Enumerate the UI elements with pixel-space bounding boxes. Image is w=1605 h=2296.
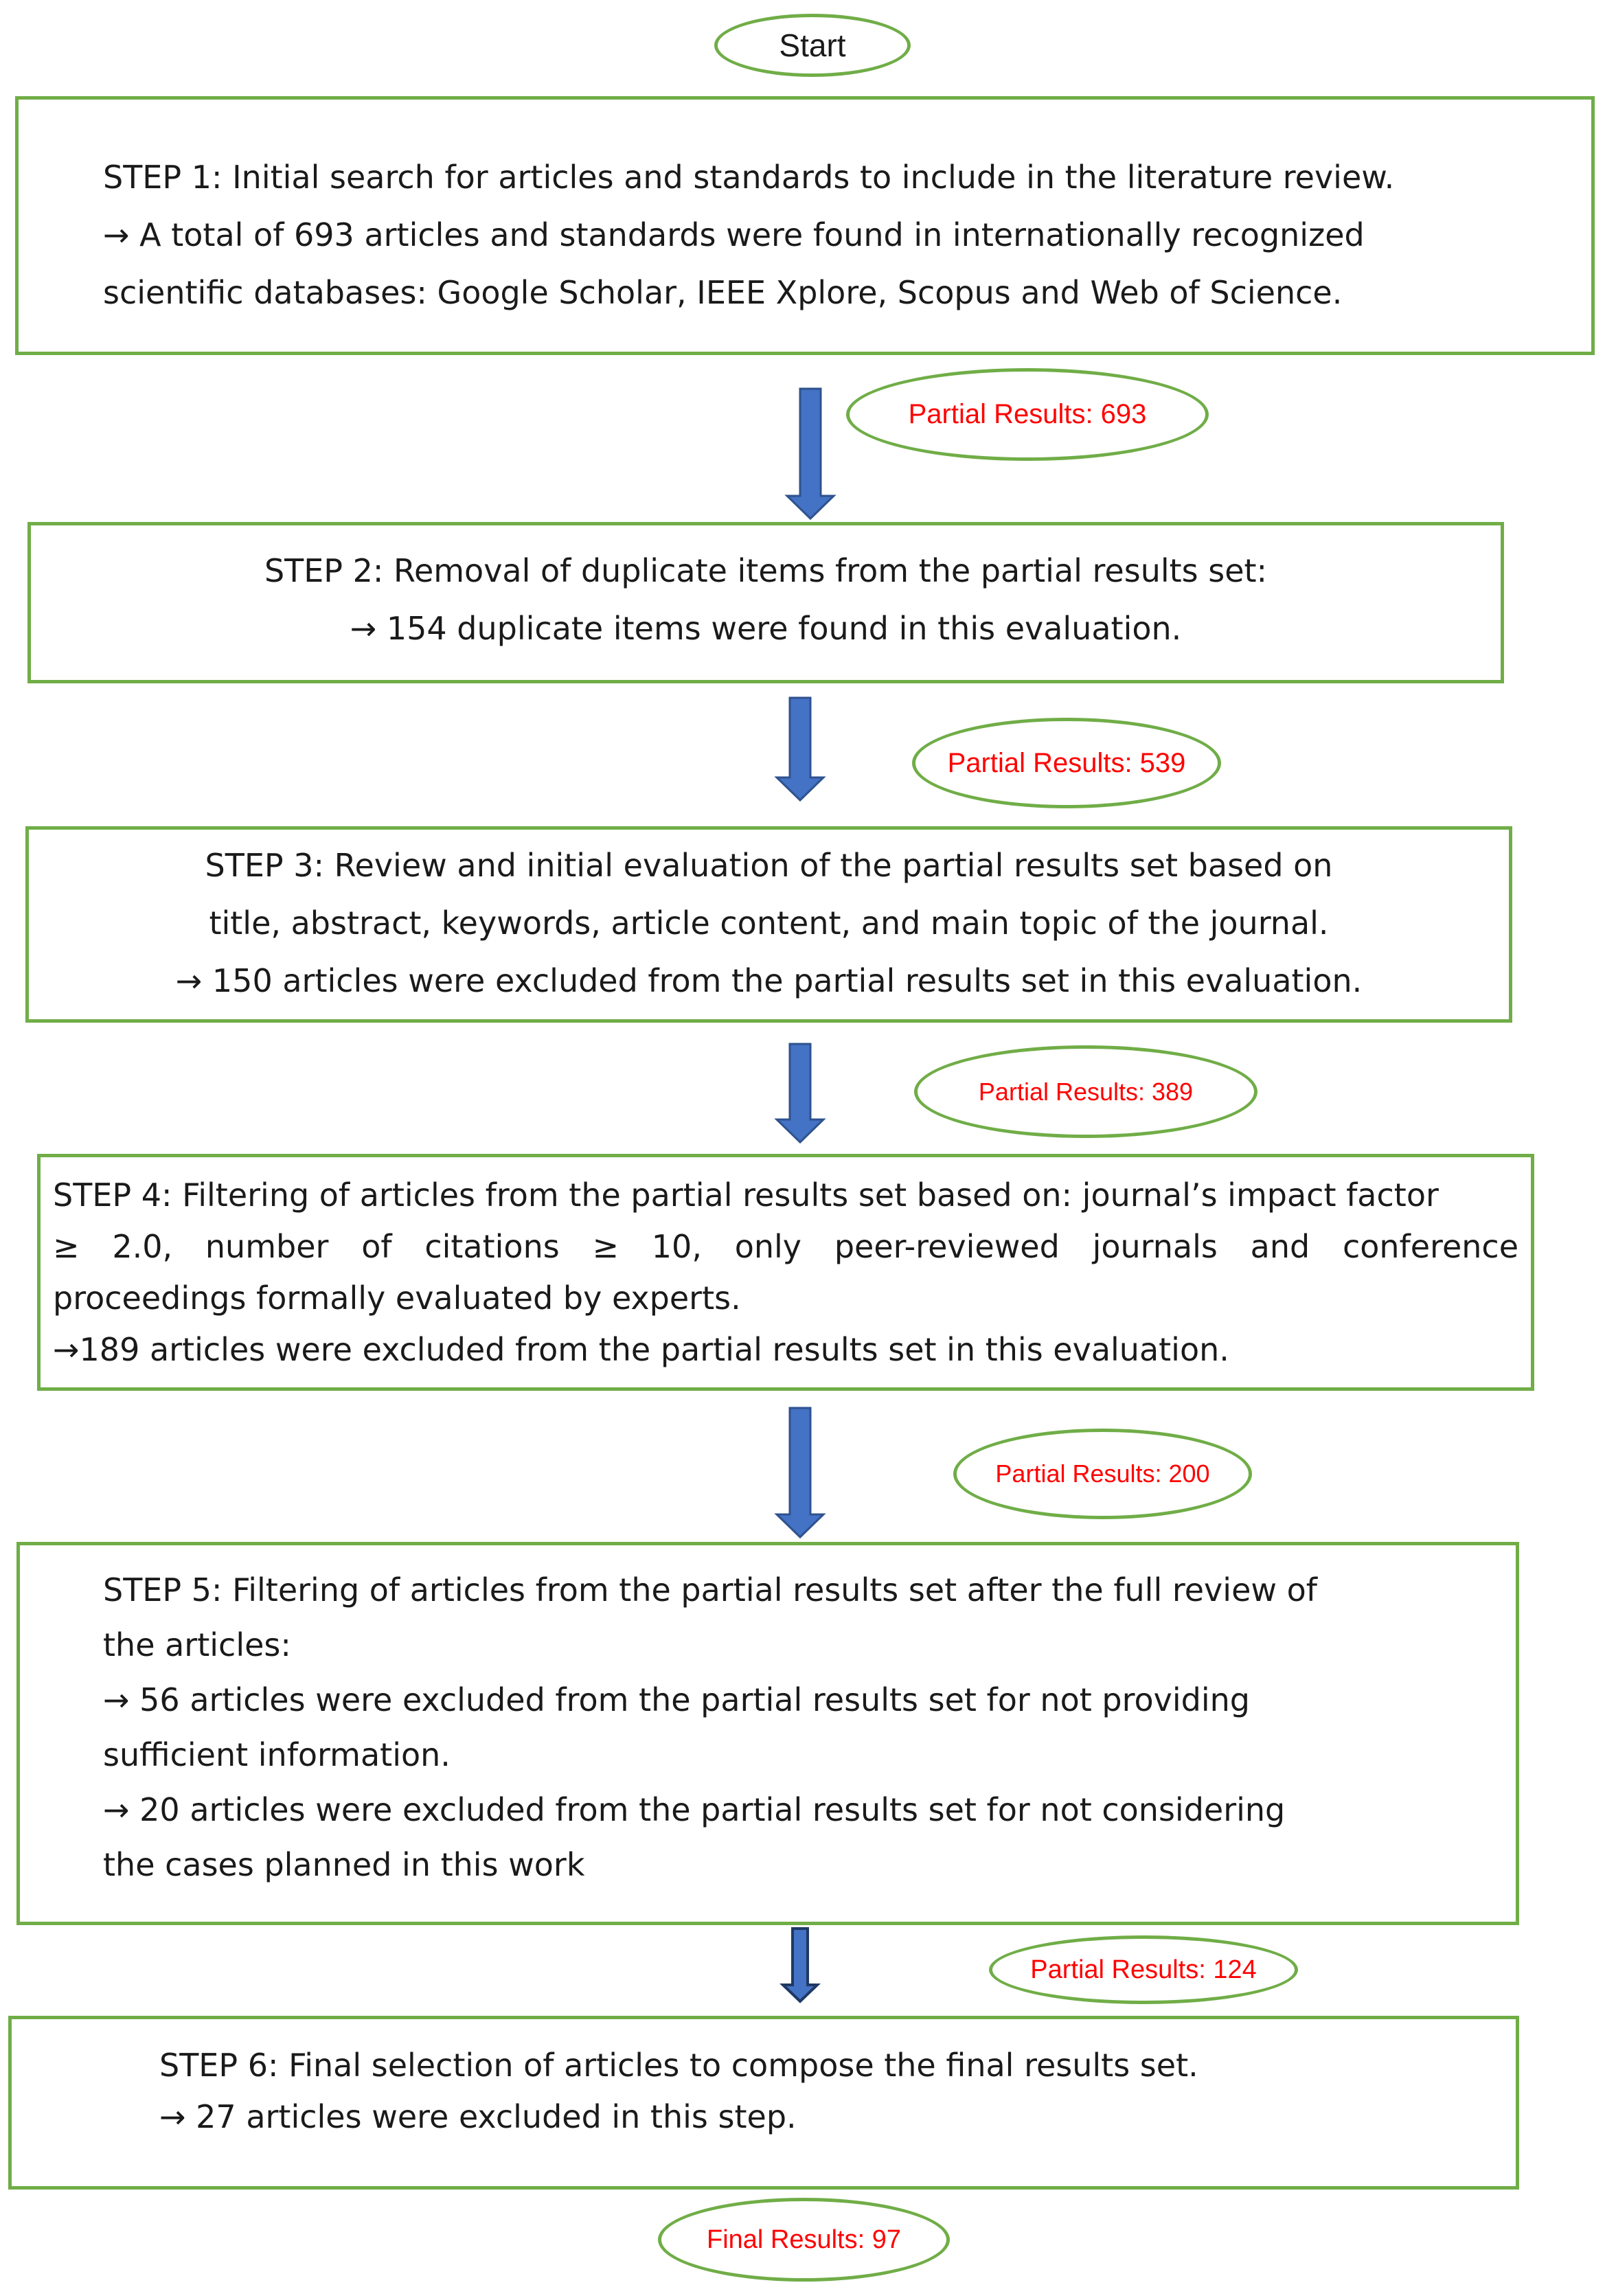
step-1-line-1: STEP 1: Initial search for articles and standards to include in the literature review. [103, 159, 1395, 196]
arrow-step2-to-step3 [777, 698, 823, 800]
step-4-line-1: STEP 4: Filtering of articles from the partial results set based on: journal’s impact factor [53, 1177, 1439, 1214]
step-4-line-2: ≥ 2.0, number of citations ≥ 10, only peer-reviewed journals and conference [53, 1228, 1518, 1265]
step-5-line-6: the cases planned in this work [103, 1846, 585, 1883]
step-5-line-4: sufficient information. [103, 1736, 451, 1773]
partial-results-oval-1 [846, 368, 1209, 461]
step-1-line-2: → A total of 693 articles and standards were found in internationally recognized [103, 216, 1365, 253]
step-1-line-3: scientific databases: Google Scholar, IEEE Xplore, Scopus and Web of Science. [103, 274, 1343, 311]
partial-results-label-1: Partial Results: 693 [908, 399, 1147, 429]
partial-results-oval-3 [914, 1045, 1257, 1138]
step-6-line-1: STEP 6: Final selection of articles to compose the final results set. [159, 2047, 1198, 2084]
step-3-line-2: title, abstract, keywords, article content, and main topic of the journal. [209, 905, 1329, 942]
step-1-box [15, 96, 1595, 355]
partial-results-label-5: Partial Results: 124 [1030, 1955, 1257, 1984]
step-5-line-3: → 56 articles were excluded from the partial results set for not providing [103, 1681, 1250, 1718]
arrow-step3-to-step4 [777, 1044, 823, 1142]
step-3-box [25, 826, 1512, 1023]
step-5-box [16, 1542, 1519, 1925]
step-4-line-4: →189 articles were excluded from the partial results set in this evaluation. [53, 1331, 1229, 1368]
partial-results-label-4: Partial Results: 200 [995, 1459, 1210, 1488]
step-5-line-2: the articles: [103, 1626, 291, 1663]
start-label: Start [779, 27, 846, 63]
partial-results-oval-2 [912, 718, 1221, 808]
partial-results-label-2: Partial Results: 539 [947, 747, 1186, 778]
partial-results-oval-5 [989, 1935, 1298, 2004]
final-results-label: Final Results: 97 [706, 2225, 901, 2254]
step-2-line-2: → 154 duplicate items were found in this evaluation. [350, 610, 1182, 647]
step-2-line-1: STEP 2: Removal of duplicate items from the partial results set: [264, 552, 1268, 589]
step-3-line-1: STEP 3: Review and initial evaluation of the partial results set based on [205, 847, 1333, 884]
step-5-line-1: STEP 5: Filtering of articles from the partial results set after the full review of [103, 1571, 1317, 1609]
arrow-step1-to-step2 [787, 389, 834, 519]
step-5-line-5: → 20 articles were excluded from the partial results set for not considering [103, 1791, 1286, 1828]
start-oval [714, 14, 911, 77]
arrow-step5-to-step6 [783, 1929, 817, 2001]
step-2-box [27, 522, 1504, 683]
final-results-oval [658, 2198, 950, 2282]
arrow-step4-to-step5 [777, 1408, 823, 1537]
partial-results-label-3: Partial Results: 389 [978, 1077, 1194, 1106]
step-4-box [37, 1154, 1534, 1391]
step-6-line-2: → 27 articles were excluded in this step. [159, 2098, 797, 2135]
partial-results-oval-4 [953, 1429, 1252, 1519]
step-3-line-3: → 150 articles were excluded from the partial results set in this evaluation. [175, 962, 1363, 999]
step-6-box [8, 2016, 1519, 2190]
step-4-line-3: proceedings formally evaluated by experts. [53, 1280, 741, 1317]
